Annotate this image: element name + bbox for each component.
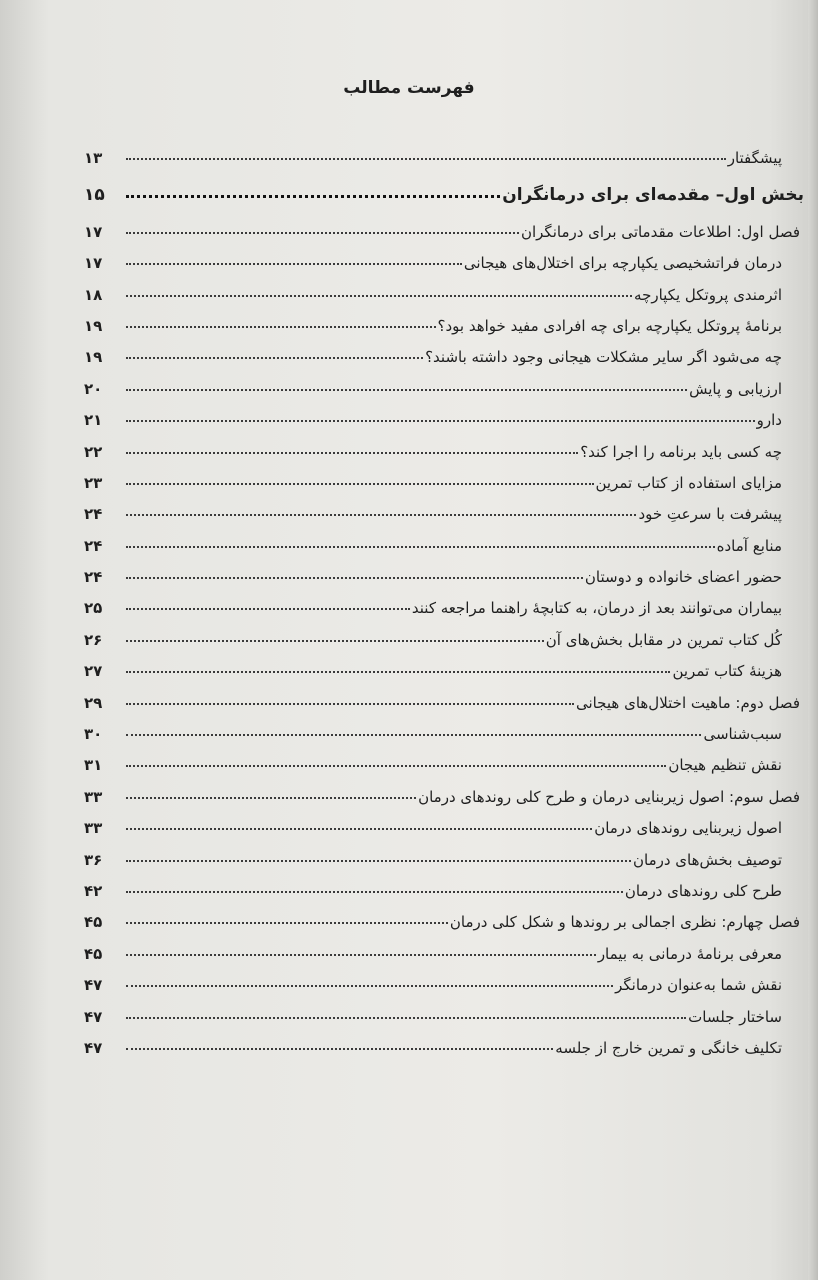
toc-label: پیشرفت با سرعتِ خود [638,505,782,524]
toc-label: توصیف بخش‌های درمان [633,850,782,869]
toc-entry[interactable] [84,994,804,1025]
toc-entry[interactable] [84,837,804,868]
toc-page-number: ۴۷ [84,976,103,995]
toc-label: فصل سوم: اصول زیربنایی درمان و طرح کلی روندهای درمان [418,787,800,806]
toc-entry[interactable] [84,649,804,680]
toc-page-number: ۱۷ [84,254,103,273]
dot-leader [126,765,666,767]
dot-leader [126,703,574,705]
dot-leader [126,326,436,328]
toc-label: فصل اول: اطلاعات مقدماتی برای درمانگران [520,222,800,241]
dot-leader [126,195,500,198]
toc-page-number: ۱۷ [84,222,103,241]
toc-label: برنامهٔ پروتکل یکپارچه برای چه افرادی مفید خواهد بود؟ [437,316,782,335]
dot-leader [126,922,448,924]
dot-leader [126,295,632,297]
toc-entry[interactable] [84,461,804,492]
toc-entry[interactable] [84,366,804,397]
toc-entry-chapter-2[interactable] [84,680,804,711]
toc-page-number: ۳۳ [84,819,103,838]
toc-entry-chapter-4[interactable] [84,900,804,931]
toc-label: مزایای استفاده از کتاب تمرین [595,473,782,492]
toc-page-number: ۱۹ [84,348,103,367]
toc-page-number: ۲۲ [84,442,103,461]
toc-label: بخش اول– مقدمه‌ای برای درمانگران [502,185,804,206]
toc-page-number: ۲۷ [84,662,103,681]
toc-entry-chapter-1[interactable] [84,209,804,240]
toc-entry[interactable] [84,523,804,554]
toc-entry[interactable] [84,272,804,303]
toc-page-number: ۲۳ [84,473,103,492]
toc-entry[interactable] [84,492,804,523]
toc-page-number: ۲۴ [84,568,103,587]
toc-page-number: ۳۳ [84,787,103,806]
toc-page-number: ۴۲ [84,881,103,900]
dot-leader [126,389,687,391]
toc-label: نقش شما به‌عنوان درمانگر [615,976,782,995]
toc-label: چه کسی باید برنامه را اجرا کند؟ [580,442,782,461]
dot-leader [126,263,462,265]
dot-leader [126,546,715,548]
toc-entry[interactable] [84,429,804,460]
toc-page-number: ۴۷ [84,1007,103,1026]
toc-page-number: ۲۰ [84,379,103,398]
toc-page-number: ۴۷ [84,1038,103,1057]
toc-entry[interactable] [84,1026,804,1057]
toc-entry-part-1[interactable] [84,167,804,205]
dot-leader [126,420,755,422]
dot-leader [126,158,726,160]
dot-leader [126,828,592,830]
dot-leader [126,734,701,736]
toc-page-number: ۱۵ [84,185,105,206]
toc-entry-chapter-3[interactable] [84,774,804,805]
toc-page-number: ۱۸ [84,285,103,304]
toc-page-number: ۳۱ [84,756,103,775]
dot-leader [126,577,583,579]
table-of-contents [84,136,804,1057]
dot-leader [126,891,623,893]
toc-page-number: ۴۵ [84,944,103,963]
toc-page-number: ۲۱ [84,411,103,430]
toc-label: نقش تنظیم هیجان [668,756,782,775]
toc-label: درمان فراتشخیصی یکپارچه برای اختلال‌های هیجانی [463,254,782,273]
toc-page-number: ۱۳ [84,149,103,168]
toc-entry[interactable] [84,806,804,837]
toc-label: تکلیف خانگی و تمرین خارج از جلسه [555,1038,782,1057]
toc-label: طرح کلی روندهای درمان [624,881,782,900]
toc-label: منابع آماده [716,536,782,555]
toc-entry[interactable] [84,335,804,366]
dot-leader [126,954,596,956]
toc-label: معرفی برنامهٔ درمانی به بیمار [597,944,782,963]
dot-leader [126,514,636,516]
toc-page-number: ۱۹ [84,316,103,335]
dot-leader [126,985,613,987]
toc-page-number: ۲۶ [84,630,103,649]
toc-label: بیماران می‌توانند بعد از درمان، به کتابچهٔ راهنما مراجعه کنند [411,599,782,618]
toc-entry[interactable] [84,931,804,962]
toc-entry[interactable] [84,712,804,743]
toc-label: هزینهٔ کتاب تمرین [672,662,782,681]
dot-leader [126,671,670,673]
page-edge [808,0,818,1280]
toc-entry[interactable] [84,398,804,429]
dot-leader [126,1048,553,1050]
toc-entry[interactable] [84,743,804,774]
page-title: فهرست مطالب [343,78,475,98]
toc-label: پیشگفتار [727,149,782,168]
toc-label: فصل دوم: ماهیت اختلال‌های هیجانی [575,693,800,712]
dot-leader [126,640,544,642]
toc-entry[interactable] [84,586,804,617]
dot-leader [126,483,594,485]
dot-leader [126,860,631,862]
toc-page-number: ۲۵ [84,599,103,618]
toc-entry-preface[interactable] [84,136,804,167]
toc-label: کُل کتاب تمرین در مقابل بخش‌های آن [545,630,782,649]
dot-leader [126,357,423,359]
toc-page-number: ۲۹ [84,693,103,712]
toc-label: حضور اعضای خانواده و دوستان [584,568,782,587]
dot-leader [126,608,410,610]
toc-label: فصل چهارم: نظری اجمالی بر روندها و شکل کلی درمان [449,913,800,932]
toc-entry[interactable] [84,304,804,335]
toc-label: ساختار جلسات [688,1007,782,1026]
toc-page-number: ۲۴ [84,536,103,555]
toc-entry[interactable] [84,869,804,900]
dot-leader [126,232,519,234]
toc-page-number: ۳۰ [84,725,103,744]
toc-entry[interactable] [84,555,804,586]
toc-page-number: ۴۵ [84,913,103,932]
toc-label: سبب‌شناسی [703,725,782,744]
dot-leader [126,797,416,799]
dot-leader [126,1017,686,1019]
toc-entry[interactable] [84,617,804,648]
toc-page-number: ۲۴ [84,505,103,524]
toc-label: چه می‌شود اگر سایر مشکلات هیجانی وجود داشته باشند؟ [425,348,782,367]
toc-label: اثرمندی پروتکل یکپارچه [634,285,782,304]
toc-label: دارو [756,411,782,430]
toc-label: ارزیابی و پایش [689,379,782,398]
toc-page-number: ۳۶ [84,850,103,869]
toc-entry[interactable] [84,963,804,994]
toc-entry[interactable] [84,241,804,272]
dot-leader [126,452,578,454]
toc-label: اصول زیربنایی روندهای درمان [594,819,782,838]
